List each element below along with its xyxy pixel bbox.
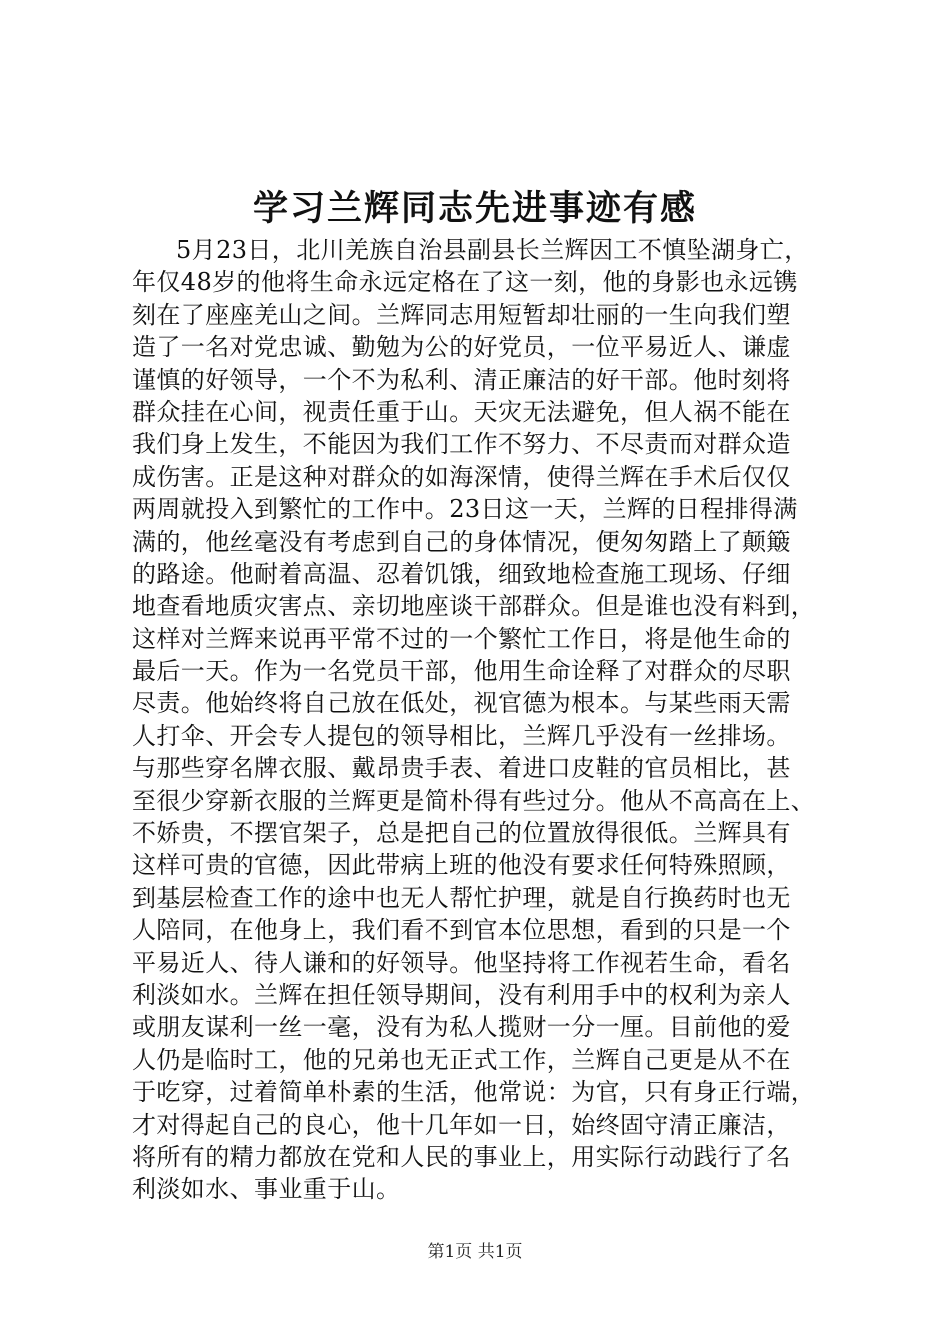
text-line: 利淡如水、事业重于山。: [132, 1175, 401, 1204]
text-line: 于吃穿，过着简单朴素的生活，他常说：为官，只有身正行端，: [132, 1078, 816, 1107]
text-line: 人打伞、开会专人提包的领导相比，兰辉几乎没有一丝排场。: [132, 721, 791, 750]
body-paragraph: [132, 234, 852, 1206]
text-line: 尽责。他始终将自己放在低处，视官德为根本。与某些雨天需: [132, 689, 791, 718]
text-line: 利淡如水。兰辉在担任领导期间，没有利用手中的权利为亲人: [132, 980, 791, 1009]
text-line: 造了一名对党忠诚、勤勉为公的好党员，一位平易近人、谦虚: [132, 333, 791, 362]
text-line: 群众挂在心间，视责任重于山。天灾无法避免，但人祸不能在: [132, 397, 791, 426]
text-line: 地查看地质灾害点、亲切地座谈干部群众。但是谁也没有料到，: [132, 592, 816, 621]
text-line: 人陪同，在他身上，我们看不到官本位思想，看到的只是一个: [132, 916, 791, 945]
text-line: 人仍是临时工，他的兄弟也无正式工作，兰辉自己更是从不在: [132, 1045, 791, 1074]
text-line: 5月23日，北川羌族自治县副县长兰辉因工不慎坠湖身亡，: [176, 236, 809, 264]
text-line: 刻在了座座羌山之间。兰辉同志用短暂却壮丽的一生向我们塑: [132, 300, 791, 329]
page-footer: 第1页 共1页: [427, 1242, 523, 1262]
document-title: 学习兰辉同志先进事迹有感: [252, 188, 697, 229]
text-line: 不娇贵，不摆官架子，总是把自己的位置放得很低。兰辉具有: [132, 819, 791, 848]
text-line: 年仅48岁的他将生命永远定格在了这一刻，他的身影也永远镌: [132, 268, 798, 297]
text-line: 将所有的精力都放在党和人民的事业上，用实际行动践行了名: [132, 1142, 791, 1171]
text-line: 这样对兰辉来说再平常不过的一个繁忙工作日，将是他生命的: [132, 624, 791, 653]
text-line: 这样可贵的官德，因此带病上班的他没有要求任何特殊照顾，: [132, 851, 791, 880]
text-line: 的路途。他耐着高温、忍着饥饿，细致地检查施工现场、仔细: [132, 559, 791, 588]
text-line: 谨慎的好领导，一个不为私利、清正廉洁的好干部。他时刻将: [132, 365, 791, 394]
text-line: 平易近人、待人谦和的好领导。他坚持将工作视若生命，看名: [132, 948, 791, 977]
text-line: 满的，他丝毫没有考虑到自己的身体情况，便匆匆踏上了颠簸: [132, 527, 791, 556]
text-line: 我们身上发生，不能因为我们工作不努力、不尽责而对群众造: [132, 430, 791, 459]
text-line: 最后一天。作为一名党员干部，他用生命诠释了对群众的尽职: [132, 657, 791, 686]
text-line: 成伤害。正是这种对群众的如海深情，使得兰辉在手术后仅仅: [132, 462, 791, 491]
text-line: 到基层检查工作的途中也无人帮忙护理，就是自行换药时也无: [132, 883, 791, 912]
text-line: 至很少穿新衣服的兰辉更是简朴得有些过分。他从不高高在上、: [132, 786, 816, 815]
text-line: 才对得起自己的良心，他十几年如一日，始终固守清正廉洁，: [132, 1110, 791, 1139]
text-line: 两周就投入到繁忙的工作中。23日这一天，兰辉的日程排得满: [132, 495, 798, 524]
text-line: 与那些穿名牌衣服、戴昂贵手表、着进口皮鞋的官员相比，甚: [132, 754, 791, 783]
text-line: 或朋友谋利一丝一毫，没有为私人揽财一分一厘。目前他的爱: [132, 1013, 791, 1042]
